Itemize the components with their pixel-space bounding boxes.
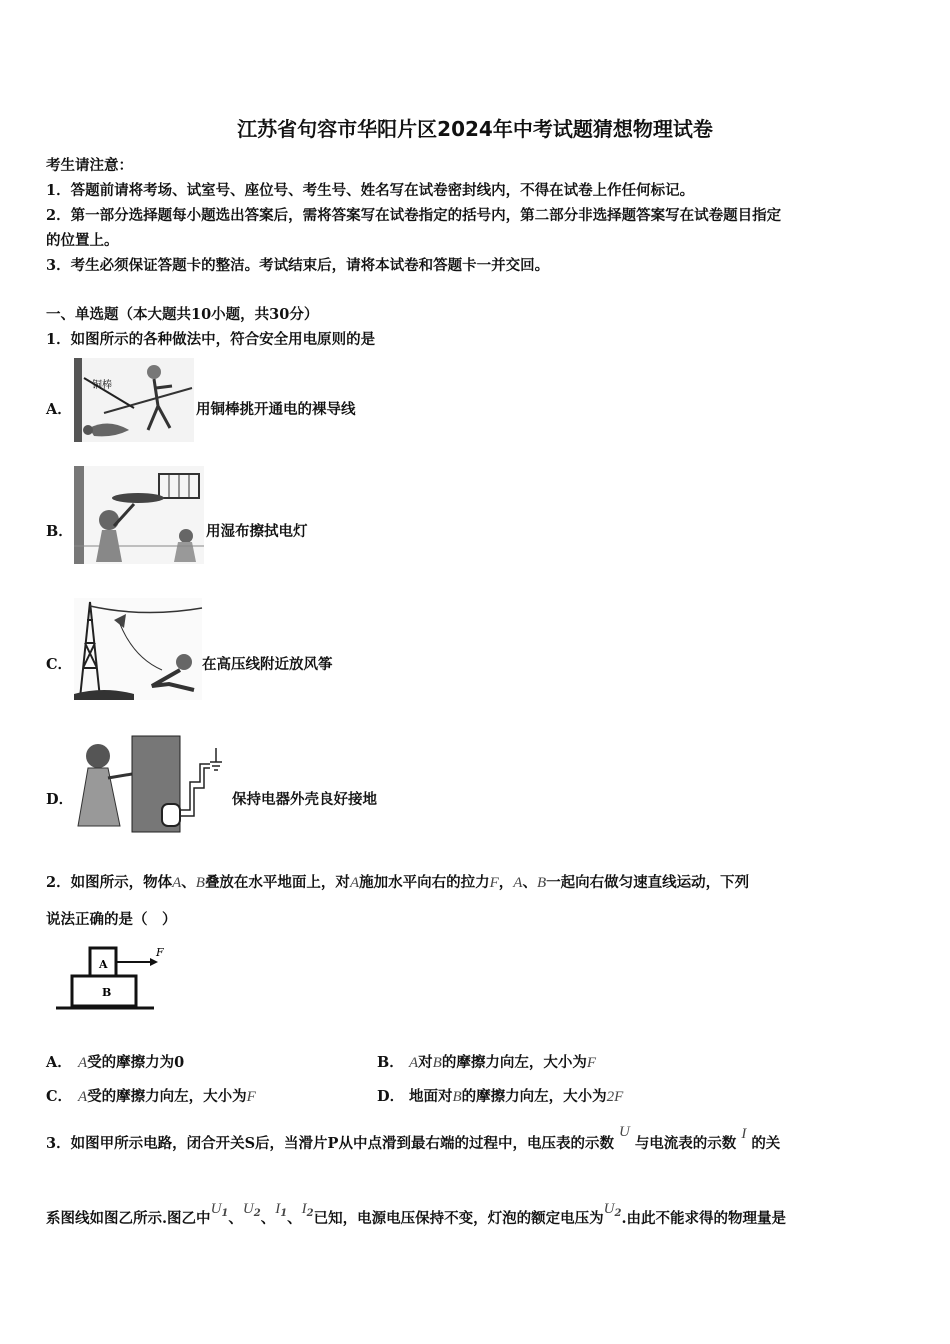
q2-opt-b-var: A [409, 1055, 419, 1071]
q3-i1 [275, 1200, 287, 1217]
q2-opt-b-body: 的摩擦力向左，大小为 [441, 1054, 587, 1071]
q1-option-a-text: 用铜棒挑开通电的裸导线 [196, 401, 356, 418]
q2-opt-c-var: A [78, 1089, 88, 1105]
kite-power-line-illustration [74, 598, 202, 700]
q2-option-d-text [409, 1085, 623, 1106]
q2-stem-seg: 叠放在水平地面上，对 [204, 874, 350, 891]
q3-u2-var: U [242, 1201, 254, 1217]
q1-stem: 1．如图所示的各种做法中，符合安全用电原则的是 [46, 331, 376, 348]
q3-u1-var: U [210, 1201, 222, 1217]
notice-heading: 考生请注意： [46, 157, 133, 174]
q2-var-a: A [349, 875, 360, 891]
q3-i1-sub: 1 [280, 1208, 288, 1219]
q2-opt-d-var: B [452, 1089, 462, 1105]
q3-text: 的关 [751, 1135, 781, 1152]
q2-opt-b-var2: B [432, 1055, 442, 1071]
q3-sep: 、 [287, 1210, 302, 1227]
q2-opt-a-body: 受的摩擦力为0 [87, 1054, 185, 1071]
q3-sep: 、 [260, 1210, 276, 1227]
q3-i2-var: I [301, 1201, 307, 1217]
q3-line1 [46, 1124, 781, 1153]
q3-u2b [604, 1200, 622, 1217]
q3-u2b-sub: 2 [614, 1208, 622, 1219]
q2-stem-seg: 2．如图所示，物体 [46, 874, 173, 891]
q3-u2-sub: 2 [253, 1208, 261, 1219]
q3-i1-var: I [275, 1201, 281, 1217]
q2-option-b-letter: B． [377, 1054, 404, 1071]
q2-var-a: A [513, 875, 523, 891]
q2-option-d-letter: D． [377, 1088, 405, 1105]
q2-var-f: F [489, 875, 499, 891]
copper-rod-label: 铜棒 [92, 380, 112, 391]
q2-option-a-text [78, 1051, 184, 1072]
q2-stem-seg: 、 [522, 874, 537, 891]
q3-sep: 、 [228, 1210, 243, 1227]
q3-text: 已知，电源电压保持不变，灯泡的额定电压为 [313, 1210, 604, 1227]
page-title: 江苏省句容市华阳片区2024年中考试题猜想物理试卷 [237, 117, 713, 141]
q2-option-a-letter: A． [46, 1054, 72, 1071]
q3-u2b-var: U [603, 1201, 615, 1217]
q3-line2 [46, 1201, 786, 1229]
q2-stem-seg: ， [498, 874, 514, 891]
q2-option-c-letter: C． [46, 1088, 73, 1105]
q2-stem-seg: 一起向右做匀速直线运动，下列 [546, 874, 750, 891]
q1-option-a-letter: A． [46, 401, 72, 418]
q2-stem-line2: 说法正确的是（ ） [46, 911, 177, 928]
q2-opt-d-body: 的摩擦力向左，大小为 [461, 1088, 607, 1105]
q2-opt-d-tail: 2F [606, 1089, 624, 1105]
notice-1: 1．答题前请将考场、试室号、座位号、考生号、姓名写在试卷密封线内，不得在试卷上作任何标记。 [46, 182, 695, 199]
q2-var-b: B [195, 875, 205, 891]
q2-stem-line1 [46, 871, 749, 892]
q3-text: 3．如图甲所示电路，闭合开关S后，当滑片P从中点滑到最右端的过程中，电压表的示数 [46, 1135, 614, 1152]
q3-i2-sub: 2 [306, 1208, 314, 1219]
q1-option-c-text: 在高压线附近放风筝 [202, 656, 333, 673]
q3-text: 系图线如图乙所示.图乙中 [46, 1210, 211, 1227]
block-a-label: A [99, 958, 108, 971]
q3-var-i: I [741, 1126, 747, 1142]
section-heading: 一、单选题（本大题共10小题，共30分） [46, 306, 319, 323]
stacked-blocks-diagram [52, 944, 162, 1018]
q2-var-a: A [172, 875, 182, 891]
q3-u2 [243, 1200, 261, 1217]
q3-text: 与电流表的示数 [634, 1135, 737, 1152]
q1-option-b-letter: B． [46, 523, 73, 540]
q2-opt-b-mid: 对 [418, 1054, 433, 1071]
q2-stem-seg: 、 [181, 874, 196, 891]
notice-2-cont: 的位置上。 [46, 232, 119, 249]
q2-option-c-text [78, 1085, 256, 1106]
notice-2: 2．第一部分选择题每小题选出答案后，需将答案写在试卷指定的括号内，第二部分非选择题答案写在试卷题目指定 [46, 207, 782, 224]
q1-option-d-text: 保持电器外壳良好接地 [232, 791, 377, 808]
q2-opt-c-body: 受的摩擦力向左，大小为 [87, 1088, 247, 1105]
q3-u1 [211, 1200, 229, 1217]
q2-opt-d-pre: 地面对 [409, 1088, 453, 1105]
q3-i2 [302, 1200, 314, 1217]
q1-option-c-letter: C． [46, 656, 73, 673]
q2-var-b: B [536, 875, 547, 891]
q3-text: .由此不能求得的物理量是 [621, 1210, 786, 1227]
q1-option-b-text: 用湿布擦拭电灯 [206, 523, 308, 540]
q1-option-d-letter: D． [46, 791, 74, 808]
wet-cloth-lamp-illustration [74, 466, 204, 564]
q2-stem-seg: 施加水平向右的拉力 [359, 874, 490, 891]
q2-opt-c-tail: F [246, 1089, 256, 1105]
notice-3: 3．考生必须保证答题卡的整洁。考试结束后，请将本试卷和答题卡一并交回。 [46, 257, 550, 274]
q3-u1-sub: 1 [221, 1208, 229, 1219]
grounded-appliance-illustration [74, 734, 230, 834]
force-f-label: F [156, 946, 164, 959]
q2-opt-b-tail: F [586, 1055, 597, 1071]
block-b-label: B [102, 986, 112, 999]
q2-opt-a-var: A [78, 1055, 88, 1071]
copper-rod-illustration [74, 358, 194, 442]
q3-var-u: U [618, 1124, 630, 1140]
q2-option-b-text [409, 1051, 596, 1072]
